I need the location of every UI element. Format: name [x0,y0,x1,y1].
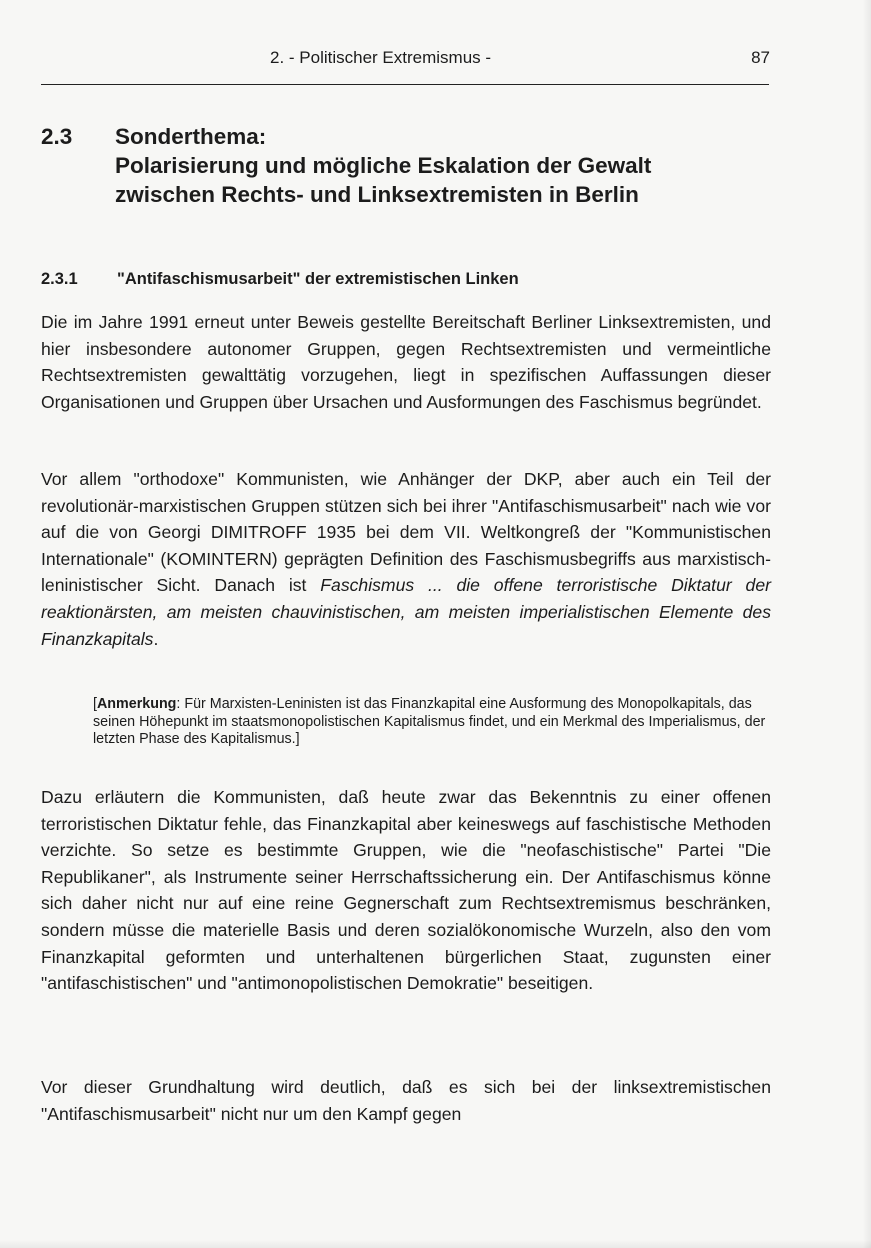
running-header [40,48,770,72]
quotation-italic: Faschismus ... die offene terroristische Diktatur der reaktionärsten, am meisten chauvinistischen, am meisten imperialistischen Elemente des Finanzkapitals [41,575,771,649]
section-title-line: zwischen Rechts- und Linksextremisten in Berlin [115,182,639,207]
subsection-title: "Antifaschismusarbeit" der extremistischen Linken [117,270,519,288]
header-rule [41,84,769,85]
annotation-note [93,696,773,749]
note-text: : Für Marxisten-Leninisten ist das Finanzkapital eine Ausformung des Monopolkapitals, das seinen Höhepunkt im staatsmonopolistischen Kapitalismus findet, und ein Merkmal des Imperialismus, der letzten Phase des Kapitalismus.] [93,696,766,747]
body-paragraph: Vor dieser Grundhaltung wird deutlich, daß es sich bei der linksextremistischen "Antifaschismusarbeit" nicht nur um den Kampf gegen [41,1077,771,1124]
paragraph-text: Vor allem "orthodoxe" Kommunisten, wie Anhänger der DKP, aber auch ein Teil der revolutionär-marxistischen Gruppen stützen sich bei ihrer "Antifaschismusarbeit" nach wie vor auf die von Georgi DIMITROFF 1935 bei dem VII. Weltkongreß der "Kommunistischen Internationale" (KOMINTERN) geprägten Definition des Faschismusbegriffs aus marxistisch-leninistischer Sicht. Danach ist [41,469,771,596]
paragraph-end: . [153,628,159,649]
page-edge-shadow [863,0,871,1248]
body-paragraph: Die im Jahre 1991 erneut unter Beweis gestellte Bereitschaft Berliner Linksextremisten, und hier insbesondere autonomer Gruppen, gegen Rechtsextremisten und vermeintliche Rechtsextremisten gewalttätig vorzugehen, liegt in spezifischen Auffassungen dieser Organisationen und Gruppen über Ursachen und Ausformungen des Faschismus begründet. [41,312,771,412]
body-paragraph [41,466,771,652]
section-number: 2.3 [41,124,73,149]
note-bracket: [ [93,696,97,712]
page-number: 87 [751,48,770,67]
note-label: Anmerkung [96,696,177,712]
page-edge-shadow [0,1240,871,1248]
subsection-number: 2.3.1 [41,270,78,288]
running-title: 2. - Politischer Extremismus - [270,48,492,67]
body-paragraph: Dazu erläutern die Kommunisten, daß heute zwar das Bekenntnis zu einer offenen terroristischen Diktatur fehle, das Finanzkapital aber keineswegs auf faschistische Methoden verzichte. So setze es bestimmte Gruppen, wie die "neofaschistische" Partei "Die Republikaner", als Instrumente seiner Herrschaftssicherung ein. Der Antifaschismus könne sich daher nicht nur auf eine reine Gegnerschaft zum Rechtsextremismus beschränken, sondern müsse die materielle Basis und deren sozialökonomische Wurzeln, also den vom Finanzkapital geformten und unterhaltenen bürgerlichen Staat, zugunsten einer "antifaschistischen" und "antimonopolistischen Demokratie" beseitigen. [41,787,771,994]
section-title-line: Polarisierung und mögliche Eskalation der Gewalt [115,153,652,178]
section-title-line: Sonderthema: [115,124,267,149]
section-title [115,122,775,209]
